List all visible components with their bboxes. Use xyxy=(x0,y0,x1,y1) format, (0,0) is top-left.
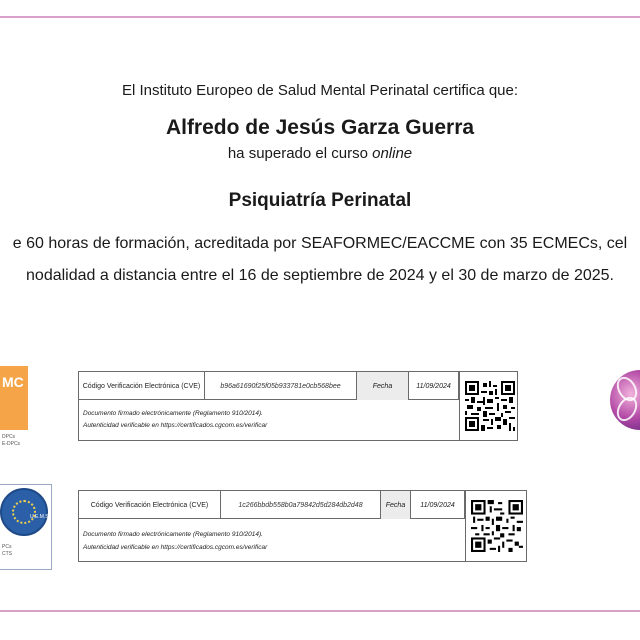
qr-divider xyxy=(459,372,460,440)
qr-divider xyxy=(465,491,466,561)
seaformec-logo-text: MC xyxy=(2,374,24,390)
date-label: Fecha xyxy=(357,372,409,400)
verification-header-row xyxy=(79,372,459,400)
verification-header-row xyxy=(79,491,465,519)
seaformec-logo-caption-2: E-DPCs xyxy=(2,441,21,447)
uems-logo-text: U.E.M.S. xyxy=(30,514,51,520)
cve-label: Código Verificación Electrónica (CVE) xyxy=(79,491,221,519)
cve-code: 1c266bbdb558b0a79842d5d284db2d48 xyxy=(221,491,381,519)
qr-code-icon xyxy=(465,381,515,431)
course-passed-statement xyxy=(0,145,640,162)
bottom-border-line xyxy=(0,610,640,612)
seaformec-logo-caption-1: DPCs xyxy=(2,434,16,440)
passed-prefix: ha superado el curso xyxy=(227,145,368,162)
uems-logo xyxy=(0,488,51,536)
uems-caption-1: PCs xyxy=(2,544,12,550)
course-title: Psiquiatría Perinatal xyxy=(228,190,412,211)
cve-code: b96a61690f25f05b933781e0cb568bee xyxy=(205,372,357,400)
certification-intro: El Instituto Europeo de Salud Mental Perinatal certifica que: xyxy=(121,82,519,99)
institute-logo xyxy=(610,370,640,430)
signature-note: Documento firmado electrónicamente (Reglamento 910/2014). xyxy=(83,410,263,417)
verification-box-1 xyxy=(78,371,518,441)
signature-note: Documento firmado electrónicamente (Reglamento 910/2014). xyxy=(83,531,263,538)
cve-label: Código Verificación Electrónica (CVE) xyxy=(79,372,205,400)
verification-box-2 xyxy=(78,490,527,562)
date-label: Fecha xyxy=(381,491,411,519)
recipient-name: Alfredo de Jesús Garza Guerra xyxy=(165,116,475,139)
uems-caption-2: CTS xyxy=(2,551,12,557)
course-description-line-1: e 60 horas de formación, acreditada por SEAFORMEC/EACCME con 35 ECMECs, cel xyxy=(12,235,628,252)
course-description-line-2: nodalidad a distancia entre el 16 de septiembre de 2024 y el 30 de marzo de 2025. xyxy=(26,267,614,284)
top-border-line xyxy=(0,16,640,18)
uems-stars-ring xyxy=(12,500,36,524)
verification-url-note: Autenticidad verificable en https://certificados.cgcom.es/verificar xyxy=(83,544,268,551)
qr-code-icon xyxy=(471,500,523,552)
signature-date: 11/09/2024 xyxy=(409,372,459,400)
signature-date: 11/09/2024 xyxy=(411,491,465,519)
verification-url-note: Autenticidad verificable en https://certificados.cgcom.es/verificar xyxy=(83,422,268,429)
passed-mode: online xyxy=(372,145,413,162)
